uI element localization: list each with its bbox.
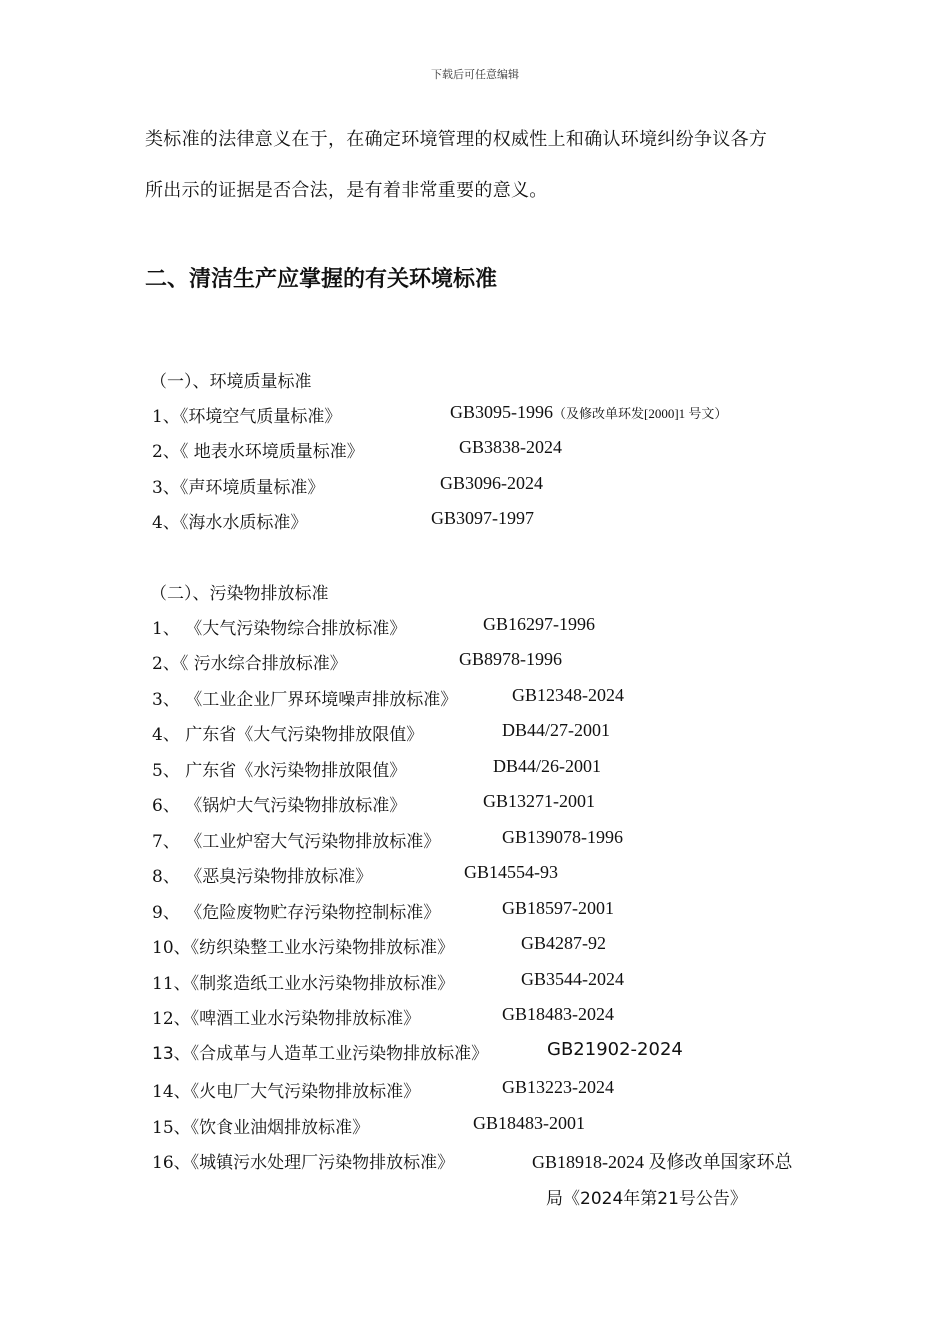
item-label: 4、 广东省《大气污染物排放限值》 (152, 725, 424, 745)
item-label: 2、《 污水综合排放标准》 (152, 654, 347, 674)
item-code: GB139078-1996 (502, 827, 623, 847)
page-header-note: 下载后可任意编辑 (431, 68, 519, 81)
item-code: GB16297-1996 (483, 614, 595, 634)
item-label: 9、 《危险废物贮存污染物控制标准》 (152, 903, 441, 923)
item-label: 8、 《恶臭污染物排放标准》 (152, 867, 373, 887)
item-label: 10、《纺织染整工业水污染物排放标准》 (152, 938, 455, 958)
item-label: 15、《饮食业油烟排放标准》 (152, 1118, 370, 1138)
item-label: 14、《火电厂大气污染物排放标准》 (152, 1082, 421, 1102)
item-code: GB12348-2024 (512, 685, 624, 705)
item-label: 6、 《锅炉大气污染物排放标准》 (152, 796, 407, 816)
item-label: 7、 《工业炉窑大气污染物排放标准》 (152, 832, 441, 852)
emission-standards-title: （二）、污染物排放标准 (150, 584, 329, 604)
intro-line-2: 所出示的证据是否合法，是有着非常重要的意义。 (145, 180, 548, 201)
item-label: 13、《合成革与人造革工业污染物排放标准》 (152, 1044, 489, 1064)
item-code: GB21902-2024 (547, 1039, 683, 1060)
item-label: 12、《啤酒工业水污染物排放标准》 (152, 1009, 421, 1029)
item-code: GB18918-2024 及修改单国家环总 (532, 1152, 793, 1172)
item-label: 1、《环境空气质量标准》 (152, 407, 342, 427)
item-code: GB14554-93 (464, 862, 558, 882)
quality-standards-title: （一）、环境质量标准 (150, 372, 312, 392)
item-code: GB13271-2001 (483, 791, 595, 811)
item-label: 16、《城镇污水处理厂污染物排放标准》 (152, 1153, 455, 1173)
item-code: GB3838-2024 (459, 437, 562, 457)
item-code: GB18483-2024 (502, 1004, 614, 1024)
section-title: 二、清洁生产应掌握的有关环境标准 (145, 267, 498, 292)
item-16-continuation: 局《2024年第21号公告》 (546, 1189, 747, 1209)
item-label: 1、 《大气污染物综合排放标准》 (152, 619, 407, 639)
item-code: DB44/26-2001 (493, 756, 601, 776)
item-code: GB18483-2001 (473, 1113, 585, 1133)
item-code: GB3096-2024 (440, 473, 543, 493)
item-label: 3、 《工业企业厂界环境噪声排放标准》 (152, 690, 458, 710)
item-label: 5、 广东省《水污染物排放限值》 (152, 761, 407, 781)
item-note: （及修改单环发[2000]1 号文） (553, 406, 728, 421)
item-code: GB3095-1996（及修改单环发[2000]1 号文） (450, 402, 728, 422)
item-code: GB3544-2024 (521, 969, 624, 989)
item-label: 11、《制浆造纸工业水污染物排放标准》 (152, 974, 455, 994)
intro-line-1: 类标准的法律意义在于，在确定环境管理的权威性上和确认环境纠纷争议各方 (145, 129, 768, 150)
item-label: 4、《海水水质标准》 (152, 513, 308, 533)
item-code: GB8978-1996 (459, 649, 562, 669)
item-code: GB18597-2001 (502, 898, 614, 918)
item-label: 3、《声环境质量标准》 (152, 478, 325, 498)
item-code: GB13223-2024 (502, 1077, 614, 1097)
item-code: GB4287-92 (521, 933, 606, 953)
item-label: 2、《 地表水环境质量标准》 (152, 442, 364, 462)
item-code: GB3097-1997 (431, 508, 534, 528)
item-code: DB44/27-2001 (502, 720, 610, 740)
